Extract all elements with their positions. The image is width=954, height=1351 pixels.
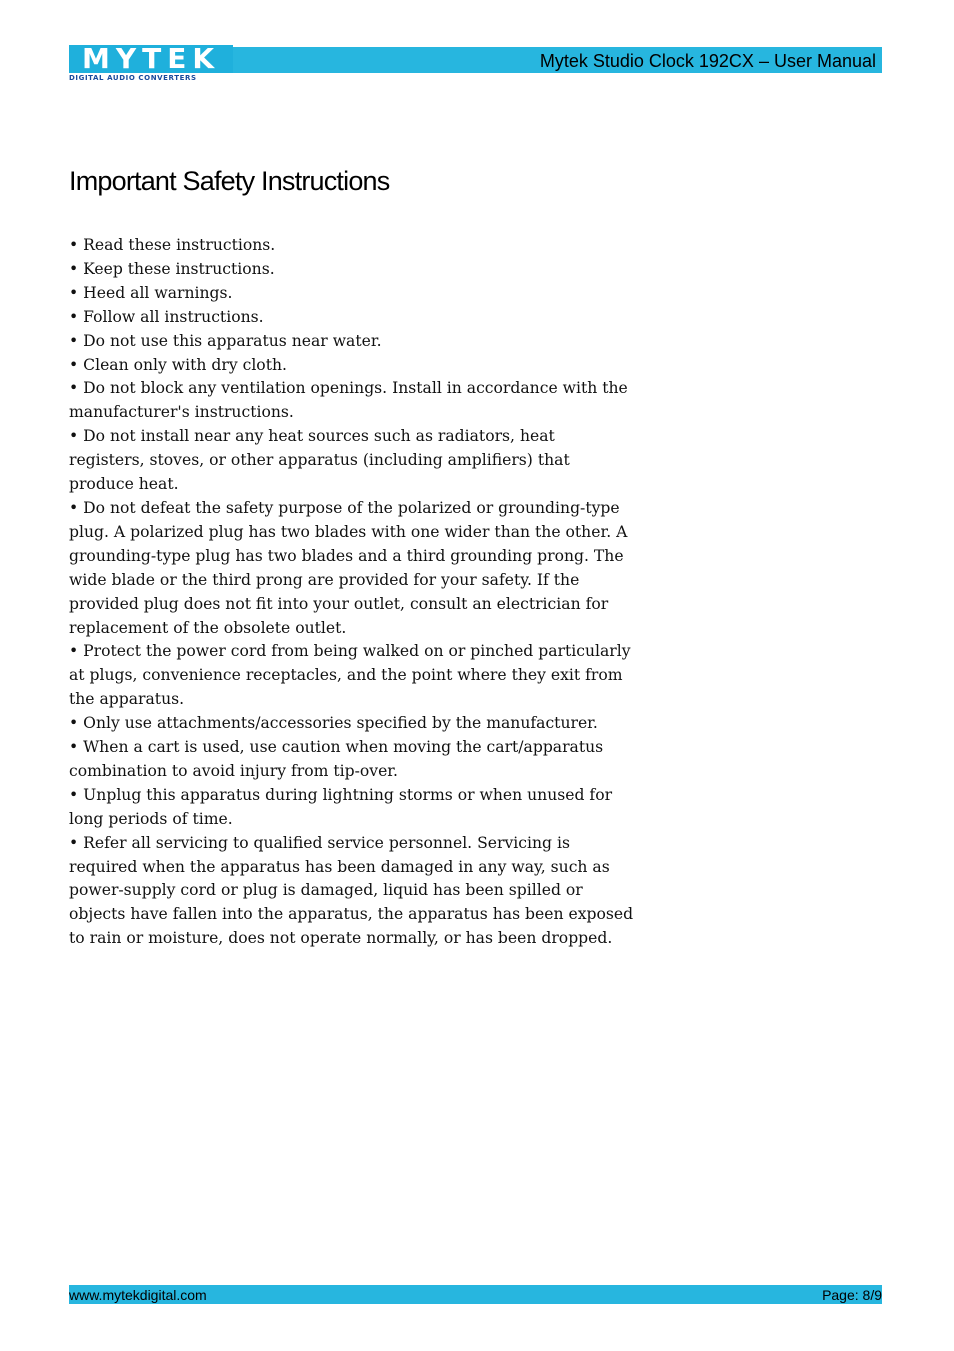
list-item: • Only use attachments/accessories specified by the manufacturer. — [69, 714, 598, 733]
list-item: • Do not install near any heat sources such as radiators, heat registers, stoves, or other apparatus (including amplifiers) that produce heat. — [69, 427, 570, 494]
list-item: • Unplug this apparatus during lightning storms or when unused for long periods of time. — [69, 785, 613, 828]
page-number: Page: 8/9 — [822, 1287, 882, 1303]
logo-tagline: DIGITAL AUDIO CONVERTERS — [69, 74, 197, 82]
list-item: • Read these instructions. — [69, 236, 276, 254]
header-bar — [233, 47, 882, 73]
list-item: • Refer all servicing to qualified service personnel. Servicing is required when the apparatus has been damaged in any way, such as power-supply cord or plug is damaged, liquid has been spilled or objects have fallen into the apparatus, the apparatus has been exposed to rain or moisture, does not operate normally, or has been dropped. — [69, 833, 634, 948]
list-item: • Do not use this apparatus near water. — [69, 331, 382, 350]
list-item: • Do not defeat the safety purpose of the polarized or grounding-type plug. A polarized plug has two blades with one wider than the other. A grounding-type plug has two blades and a third grounding prong. The wide blade or the third prong are provided for your safety. If the provided plug does not fit into your outlet, consult an electrician for replacement of the obsolete outlet. — [69, 498, 628, 637]
safety-instructions-list — [69, 234, 634, 951]
website-link[interactable]: www.mytekdigital.com — [69, 1287, 207, 1303]
logo-wordmark: MYTEK — [69, 45, 233, 73]
list-item: • Keep these instructions. — [69, 259, 275, 278]
list-item: • Protect the power cord from being walked on or pinched particularly at plugs, convenience receptacles, and the point where they exit from the apparatus. — [69, 642, 631, 709]
manual-title: Mytek Studio Clock 192CX – User Manual — [539, 51, 876, 71]
mytek-logo — [69, 42, 233, 83]
list-item: • Clean only with dry cloth. — [69, 355, 287, 374]
list-item: • When a cart is used, use caution when moving the cart/apparatus combination to avoid injury from tip-over. — [69, 738, 604, 780]
list-item: • Heed all warnings. — [69, 283, 233, 302]
list-item: • Do not block any ventilation openings. Install in accordance with the manufacturer's instructions. — [69, 379, 628, 422]
page-title: Important Safety Instructions — [69, 166, 390, 196]
list-item: • Follow all instructions. — [69, 307, 264, 326]
footer-bar — [69, 1285, 882, 1304]
